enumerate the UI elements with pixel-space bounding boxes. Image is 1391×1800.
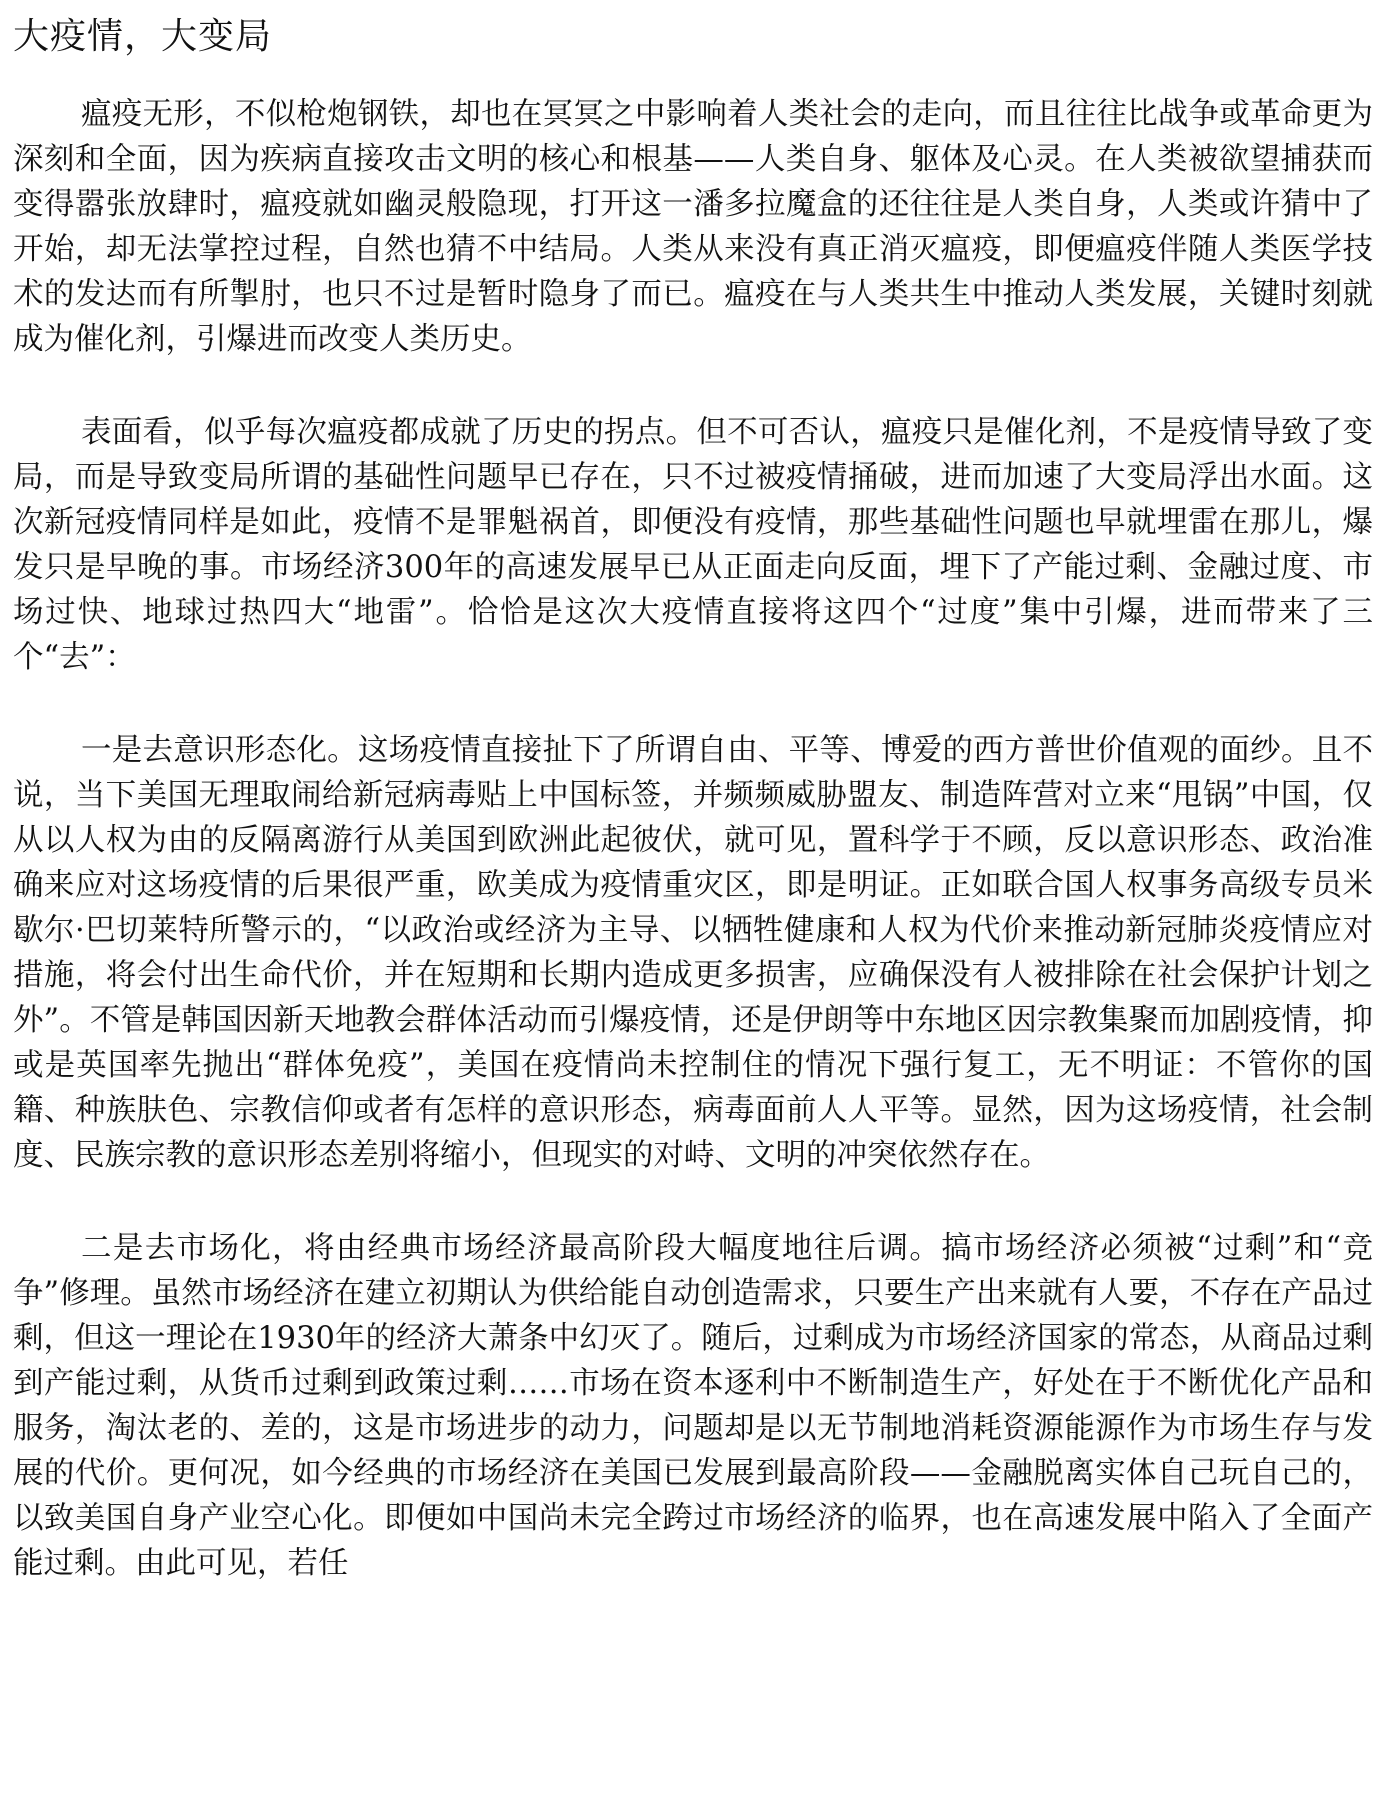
paragraph-3: 一是去意识形态化。这场疫情直接扯下了所谓自由、平等、博爱的西方普世价值观的面纱。且不说，当下美国无理取闹给新冠病毒贴上中国标签，并频频威胁盟友、制造阵营对立来“甩锅”中国，仅从以人权为由的反隔离游行从美国到欧洲此起彼伏，就可见，置科学于不顾，反以意识形态、政治准确来应对这场疫情的后果很严重，欧美成为疫情重灾区，即是明证。正如联合国人权事务高级专员米歇尔·巴切莱特所警示的，“以政治或经济为主导、以牺牲健康和人权为代价来推动新冠肺炎疫情应对措施，将会付出生命代价，并在短期和长期内造成更多损害，应确保没有人被排除在社会保护计划之外”。不管是韩国因新天地教会群体活动而引爆疫情，还是伊朗等中东地区因宗教集聚而加剧疫情，抑或是英国率先抛出“群体免疫”，美国在疫情尚未控制住的情况下强行复工，无不明证：不管你的国籍、种族肤色、宗教信仰或者有怎样的意识形态，病毒面前人人平等。显然，因为这场疫情，社会制度、民族宗教的意识形态差别将缩小，但现实的对峙、文明的冲突依然存在。: [13, 733, 1373, 1173]
paragraph-4: 二是去市场化，将由经典市场经济最高阶段大幅度地往后调。搞市场经济必须被“过剩”和“竞争”修理。虽然市场经济在建立初期认为供给能自动创造需求，只要生产出来就有人要，不存在产品过剩，但这一理论在1930年的经济大萧条中幻灭了。随后，过剩成为市场经济国家的常态，从商品过剩到产能过剩，从货币过剩到政策过剩……市场在资本逐利中不断制造生产，好处在于不断优化产品和服务，淘汰老的、差的，这是市场进步的动力，问题却是以无节制地消耗资源能源作为市场生存与发展的代价。更何况，如今经典的市场经济在美国已发展到最高阶段——金融脱离实体自己玩自己的，以致美国自身产业空心化。即便如中国尚未完全跨过市场经济的临界，也在高速发展中陷入了全面产能过剩。由此可见，若任: [13, 1231, 1373, 1581]
article-title: 大疫情，大变局: [13, 16, 273, 57]
paragraph-2: 表面看，似乎每次瘟疫都成就了历史的拐点。但不可否认，瘟疫只是催化剂，不是疫情导致了变局，而是导致变局所谓的基础性问题早已存在，只不过被疫情捅破，进而加速了大变局浮出水面。这次新冠疫情同样是如此，疫情不是罪魁祸首，即便没有疫情，那些基础性问题也早就埋雷在那儿，爆发只是早晚的事。市场经济300年的高速发展早已从正面走向反面，埋下了产能过剩、金融过度、市场过快、地球过热四大“地雷”。恰恰是这次大疫情直接将这四个“过度”集中引爆，进而带来了三个“去”：: [13, 415, 1373, 675]
paragraph-1: 瘟疫无形，不似枪炮钢铁，却也在冥冥之中影响着人类社会的走向，而且往往比战争或革命更为深刻和全面，因为疾病直接攻击文明的核心和根基——人类自身、躯体及心灵。在人类被欲望捕获而变得嚣张放肆时，瘟疫就如幽灵般隐现，打开这一潘多拉魔盒的还往往是人类自身，人类或许猜中了开始，却无法掌控过程，自然也猜不中结局。人类从来没有真正消灭瘟疫，即便瘟疫伴随人类医学技术的发达而有所掣肘，也只不过是暂时隐身了而已。瘟疫在与人类共生中推动人类发展，关键时刻就成为催化剂，引爆进而改变人类历史。: [13, 97, 1373, 357]
document-page: [13, 12, 1373, 1586]
